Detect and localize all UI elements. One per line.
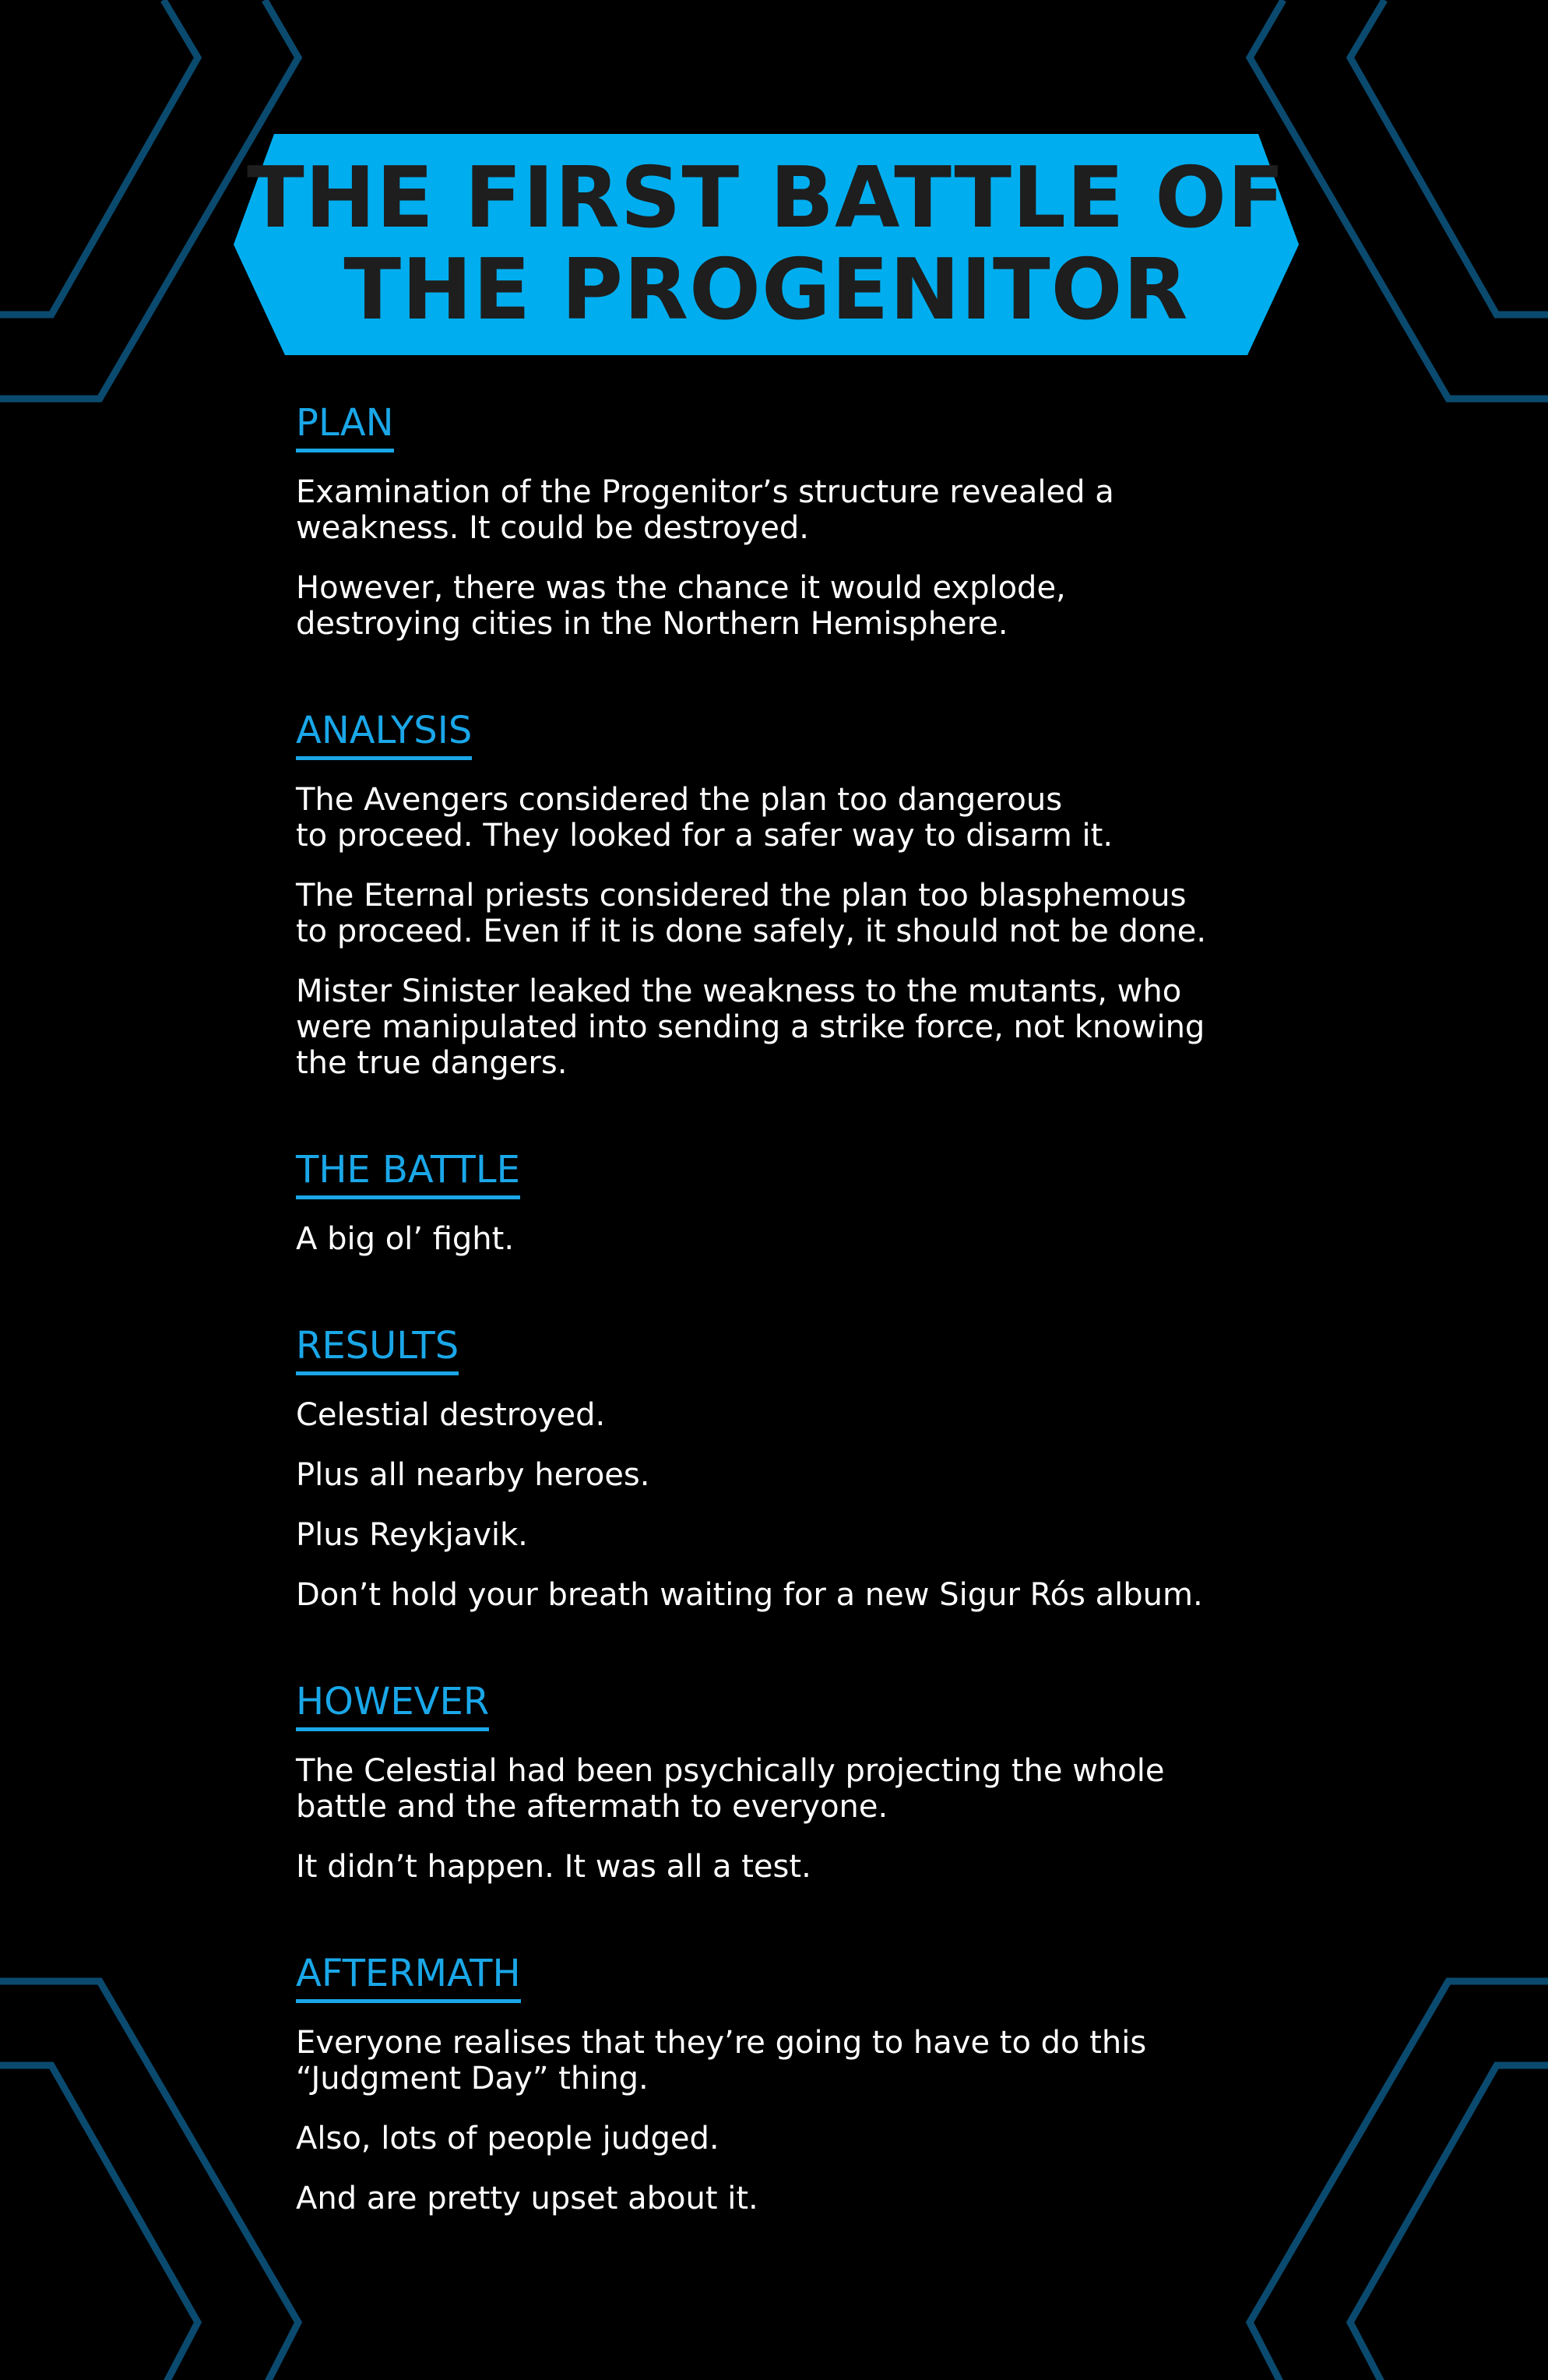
section-paragraph: Plus all nearby heroes.	[296, 1457, 650, 1493]
section-paragraph: Examination of the Progenitor’s structure revealed a weakness. It could be destroyed.	[296, 474, 1114, 546]
section-plan	[296, 400, 1269, 642]
section-paragraph: However, there was the chance it would explode, destroying cities in the Northern Hemisphere.	[296, 570, 1066, 642]
section-heading: HOWEVER	[296, 1679, 489, 1731]
section-paragraph: Don’t hold your breath waiting for a new Sigur Rós album.	[296, 1577, 1203, 1613]
section-paragraph: The Eternal priests considered the plan too blasphemous to proceed. Even if it is done safely, it should not be done.	[296, 878, 1207, 949]
frame-line-bottom-right-outer	[1250, 1981, 1548, 2380]
section-however	[296, 1679, 1269, 1885]
section-heading: THE BATTLE	[296, 1147, 520, 1199]
section-spacer	[296, 1281, 1269, 1323]
frame-line-top-left-inner	[0, 0, 198, 315]
section-paragraph: Celestial destroyed.	[296, 1397, 606, 1433]
section-paragraph: The Celestial had been psychically projecting the whole battle and the aftermath to everyone.	[296, 1753, 1165, 1825]
frame-line-bottom-left-inner	[0, 2065, 198, 2380]
title-line-1: THE FIRST BATTLE OF	[247, 150, 1286, 247]
section-aftermath	[296, 1951, 1269, 2216]
section-paragraph: Also, lots of people judged.	[296, 2121, 719, 2156]
title-line-2: THE PROGENITOR	[343, 241, 1189, 339]
section-spacer	[296, 1105, 1269, 1147]
section-paragraph: The Avengers considered the plan too dangerous to proceed. They looked for a safer way to disarm it.	[296, 782, 1114, 854]
section-paragraph: It didn’t happen. It was all a test.	[296, 1849, 811, 1885]
section-spacer	[296, 1909, 1269, 1951]
page-title	[234, 134, 1299, 355]
section-paragraph: A big ol’ fight.	[296, 1221, 515, 1257]
frame-line-bottom-left-outer	[0, 1981, 298, 2380]
section-paragraph: Plus Reykjavik.	[296, 1517, 528, 1553]
frame-line-bottom-right-inner	[1350, 2065, 1548, 2380]
section-analysis	[296, 708, 1269, 1081]
section-heading: PLAN	[296, 400, 394, 452]
section-results	[296, 1323, 1269, 1613]
frame-line-top-right-inner	[1350, 0, 1548, 315]
section-spacer	[296, 666, 1269, 708]
section-heading: RESULTS	[296, 1323, 459, 1375]
section-paragraph: Mister Sinister leaked the weakness to the mutants, who were manipulated into sending a strike force, not knowing the true dangers.	[296, 973, 1205, 1081]
section-paragraph: Everyone realises that they’re going to have to do this “Judgment Day” thing.	[296, 2025, 1147, 2097]
section-heading: AFTERMATH	[296, 1951, 521, 2003]
section-paragraph: And are pretty upset about it.	[296, 2181, 758, 2216]
section-heading: ANALYSIS	[296, 708, 472, 760]
section-spacer	[296, 1637, 1269, 1679]
section-the-battle	[296, 1147, 1269, 1257]
content-column	[296, 400, 1269, 2241]
